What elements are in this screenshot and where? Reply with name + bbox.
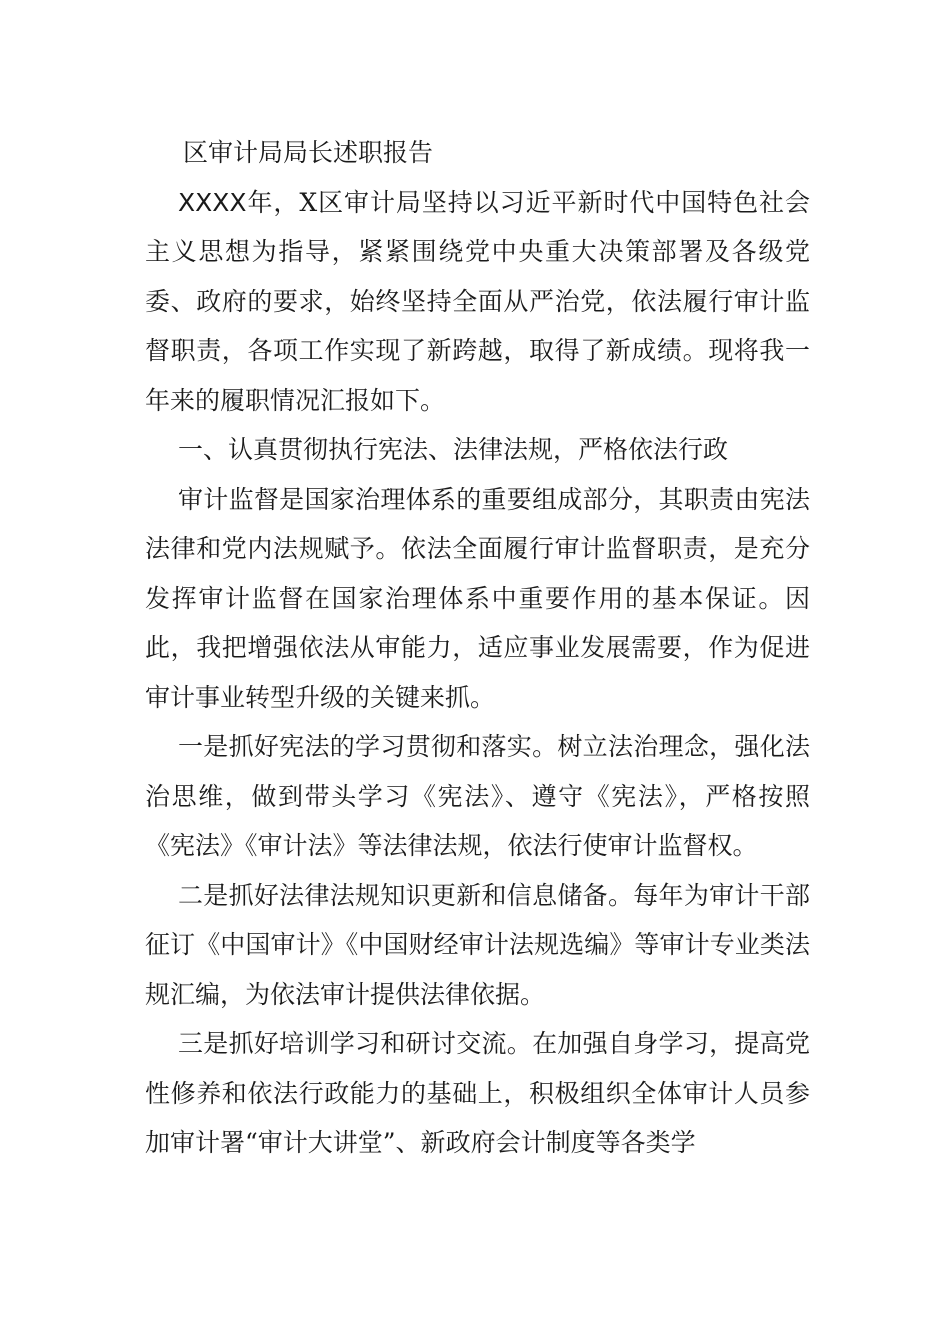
section-intro-paragraph: 审计监督是国家治理体系的重要组成部分，其职责由宪法法律和党内法规赋予。依法全面履行审计监督职责，是充分发挥审计监督在国家治理体系中重要作用的基本保证。因此，我把增强依法从审能力，适应事业发展需要，作为促进审计事业转型升级的关键来抓。: [145, 484, 810, 712]
intro-text: 年，X区审计局坚持以习近平新时代中国特色社会主义思想为指导，紧紧围绕党中央重大决策部署及各级党委、政府的要求，始终坚持全面从严治党，依法履行审计监督职责，各项工作实现了新跨越，取得了新成绩。现将我一年来的履职情况汇报如下。: [145, 187, 810, 415]
section-heading: 一、认真贯彻执行宪法、法律法规，严格依法行政: [178, 435, 729, 464]
point-two-paragraph: 二是抓好法律法规知识更新和信息储备。每年为审计干部征订《中国审计》《中国财经审计法规选编》等审计专业类法规汇编，为依法审计提供法律依据。: [145, 880, 810, 1009]
document-title: 区审计局局长述职报告: [183, 138, 434, 167]
point-three-paragraph: 三是抓好培训学习和研讨交流。在加强自身学习，提高党性修养和依法行政能力的基础上，积极组织全体审计人员参加审计署“审计大讲堂”、新政府会计制度等各类学: [145, 1029, 810, 1157]
intro-year: XXXX: [178, 187, 247, 217]
document-body: [145, 128, 810, 1168]
point-one-paragraph: 一是抓好宪法的学习贯彻和落实。树立法治理念，强化法治思维，做到带头学习《宪法》、遵守《宪法》，严格按照《宪法》《审计法》等法律法规，依法行使审计监督权。: [145, 732, 810, 860]
intro-paragraph: [145, 178, 810, 426]
